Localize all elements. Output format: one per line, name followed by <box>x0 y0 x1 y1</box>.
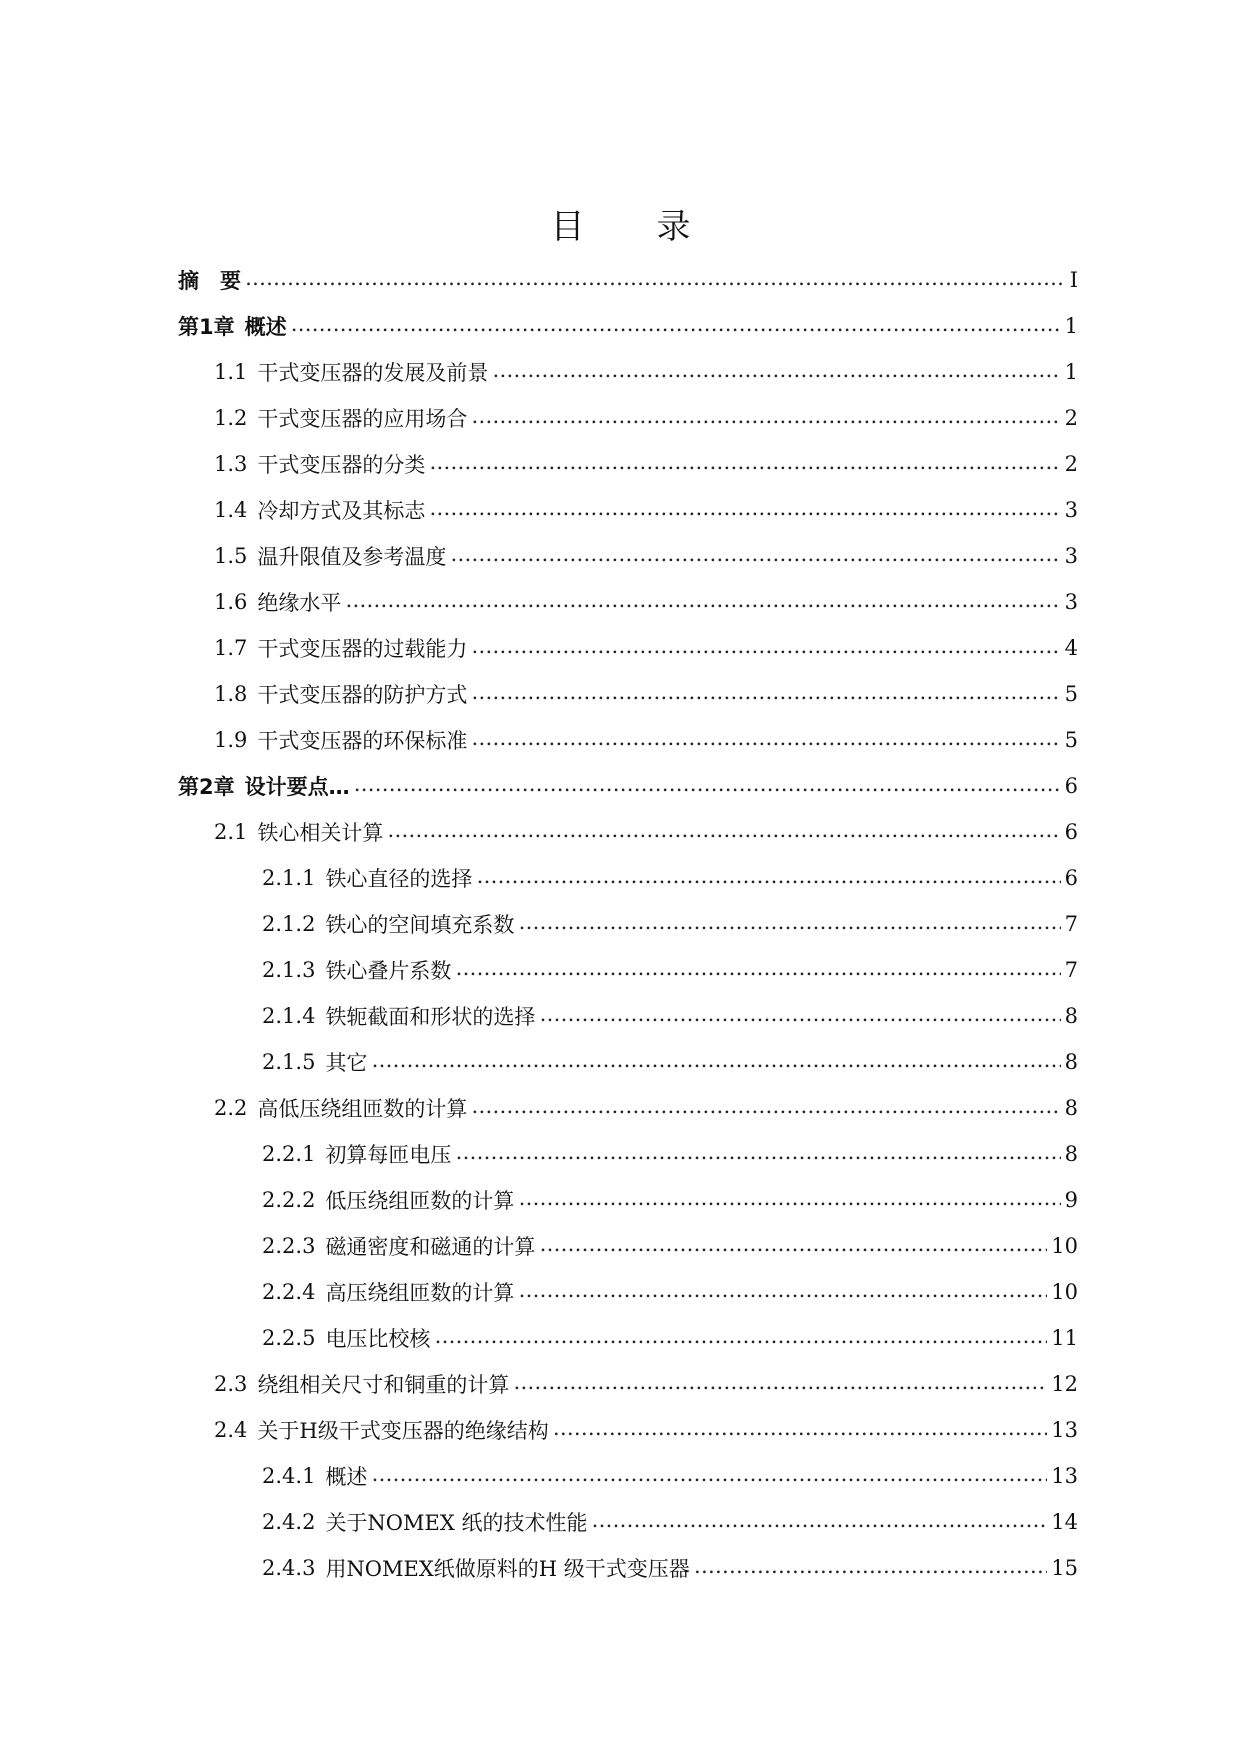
toc-dot-leader <box>371 1050 1060 1074</box>
toc-entry-page: 12 <box>1051 1372 1078 1396</box>
toc-dot-leader <box>539 1004 1060 1028</box>
toc-dot-leader <box>387 820 1060 844</box>
toc-dot-leader <box>345 590 1060 614</box>
toc-entry-title: 关于NOMEX 纸的技术性能 <box>325 1511 588 1535</box>
toc-dot-leader <box>518 1280 1047 1304</box>
toc-dot-leader <box>471 406 1060 430</box>
toc-dot-leader <box>450 544 1060 568</box>
toc-entry-number: 2.1.5 <box>262 1050 316 1074</box>
toc-entry-page: 1 <box>1064 314 1078 338</box>
toc-entry-title: 概述 <box>244 315 287 339</box>
toc-entry[interactable] <box>178 671 1078 717</box>
toc-entry-page: 6 <box>1064 820 1078 844</box>
toc-entry-page: 10 <box>1051 1234 1078 1258</box>
toc-entry-title: 用NOMEX纸做原料的H 级干式变压器 <box>325 1557 690 1581</box>
toc-entry-number: 2.2.3 <box>262 1234 316 1258</box>
toc-entry-title: 铁心相关计算 <box>257 821 384 845</box>
toc-entry-page: 5 <box>1064 728 1078 752</box>
toc-entry[interactable] <box>178 1407 1078 1453</box>
toc-entry[interactable] <box>178 349 1078 395</box>
toc-entry[interactable] <box>178 855 1078 901</box>
toc-entry-title: 高压绕组匝数的计算 <box>325 1281 515 1305</box>
toc-entry-number: 2.2.4 <box>262 1280 316 1304</box>
toc-entry-page: 8 <box>1064 1004 1078 1028</box>
toc-entry-page: 2 <box>1064 452 1078 476</box>
toc-entry[interactable] <box>178 1131 1078 1177</box>
toc-entry-title: 高低压绕组匝数的计算 <box>257 1097 468 1121</box>
toc-entry-page: 7 <box>1064 958 1078 982</box>
toc-entry-page: 9 <box>1064 1188 1078 1212</box>
toc-dot-leader <box>354 774 1061 798</box>
toc-entry[interactable] <box>178 1315 1078 1361</box>
toc-dot-leader <box>245 268 1066 292</box>
toc-entry[interactable] <box>178 1085 1078 1131</box>
toc-entry-page: 3 <box>1064 544 1078 568</box>
toc-dot-leader <box>476 866 1060 890</box>
toc-entry-page: 15 <box>1051 1556 1078 1580</box>
toc-entry-title: 干式变压器的分类 <box>257 453 426 477</box>
toc-dot-leader <box>471 728 1060 752</box>
toc-entry-title: 低压绕组匝数的计算 <box>325 1189 515 1213</box>
toc-entry[interactable] <box>178 901 1078 947</box>
toc-dot-leader <box>518 1188 1060 1212</box>
toc-entry-number: 1.3 <box>214 452 248 476</box>
toc-entry-page: 3 <box>1064 590 1078 614</box>
toc-heading-char-2: 录 <box>656 207 691 247</box>
toc-entry[interactable] <box>178 1223 1078 1269</box>
toc-entry-page: 13 <box>1051 1464 1078 1488</box>
toc-entry-number: 2.1.4 <box>262 1004 316 1028</box>
toc-entry-page: 3 <box>1064 498 1078 522</box>
toc-entry-number: 1.7 <box>214 636 248 660</box>
toc-dot-leader <box>539 1234 1047 1258</box>
toc-entry-page: 6 <box>1064 866 1078 890</box>
toc-entry-page: 13 <box>1051 1418 1078 1442</box>
toc-entry-number: 2.4.2 <box>262 1510 316 1534</box>
toc-entry[interactable] <box>178 303 1078 349</box>
toc-entry-number: 2.1.3 <box>262 958 316 982</box>
toc-entry-title: 干式变压器的应用场合 <box>257 407 468 431</box>
toc-dot-leader <box>471 1096 1060 1120</box>
toc-entry[interactable] <box>178 487 1078 533</box>
toc-entry-page: 1 <box>1064 360 1078 384</box>
toc-entry-title: 其它 <box>325 1051 368 1075</box>
toc-dot-leader <box>371 1464 1047 1488</box>
toc-entry[interactable] <box>178 533 1078 579</box>
toc-entry-page: I <box>1069 268 1078 292</box>
toc-dot-leader <box>455 958 1060 982</box>
toc-entry-title: 绕组相关尺寸和铜重的计算 <box>257 1373 510 1397</box>
toc-entry-page: 14 <box>1051 1510 1078 1534</box>
toc-entry-number: 2.2.1 <box>262 1142 316 1166</box>
toc-entry[interactable] <box>178 1361 1078 1407</box>
toc-entry[interactable] <box>178 1177 1078 1223</box>
toc-entry-title: 关于H级干式变压器的绝缘结构 <box>257 1419 549 1443</box>
toc-dot-leader <box>471 636 1060 660</box>
toc-entry-page: 5 <box>1064 682 1078 706</box>
toc-entry[interactable] <box>178 809 1078 855</box>
toc-entry-number: 1.2 <box>214 406 248 430</box>
toc-entry-page: 7 <box>1064 912 1078 936</box>
toc-dot-leader <box>492 360 1060 384</box>
toc-entry-page: 8 <box>1064 1142 1078 1166</box>
toc-entry[interactable] <box>178 395 1078 441</box>
toc-entry-title: 干式变压器的环保标准 <box>257 729 468 753</box>
toc-entry-title: 温升限值及参考温度 <box>257 545 447 569</box>
toc-entry-title: 冷却方式及其标志 <box>257 499 426 523</box>
toc-entry[interactable] <box>178 717 1078 763</box>
toc-entry[interactable] <box>178 1269 1078 1315</box>
toc-dot-leader <box>553 1418 1048 1442</box>
toc-entry-page: 8 <box>1064 1050 1078 1074</box>
toc-dot-leader <box>429 452 1060 476</box>
toc-entry-number: 1.5 <box>214 544 248 568</box>
toc-entry-number: 2.4.1 <box>262 1464 316 1488</box>
toc-entry-title: 磁通密度和磁通的计算 <box>325 1235 536 1259</box>
toc-entry[interactable] <box>178 1545 1078 1591</box>
toc-dot-leader <box>429 498 1060 522</box>
toc-entry-number: 2.4 <box>214 1418 248 1442</box>
toc-entry-number: 第1章 <box>178 315 235 339</box>
toc-entry[interactable] <box>178 579 1078 625</box>
toc-entry[interactable] <box>178 1039 1078 1085</box>
toc-entry-title: 初算每匝电压 <box>325 1143 452 1167</box>
toc-entry-title: 设计要点… <box>244 775 350 799</box>
toc-dot-leader <box>455 1142 1060 1166</box>
toc-entry-title: 铁心叠片系数 <box>325 959 452 983</box>
toc-dot-leader <box>434 1326 1047 1350</box>
toc-entry[interactable] <box>178 947 1078 993</box>
toc-entry-number: 2.3 <box>214 1372 248 1396</box>
toc-entry-number: 2.2 <box>214 1096 248 1120</box>
toc-entry[interactable] <box>178 625 1078 671</box>
toc-dot-leader <box>518 912 1060 936</box>
toc-entry-number: 1.8 <box>214 682 248 706</box>
toc-entry-number: 2.4.3 <box>262 1556 316 1580</box>
toc-heading <box>0 205 1241 249</box>
toc-heading-char-1: 目 <box>550 207 585 247</box>
toc-entry-page: 2 <box>1064 406 1078 430</box>
table-of-contents <box>178 257 1078 1591</box>
toc-entry-title: 概述 <box>325 1465 368 1489</box>
toc-dot-leader <box>513 1372 1047 1396</box>
toc-entry-page: 10 <box>1051 1280 1078 1304</box>
toc-entry-page: 11 <box>1051 1326 1078 1350</box>
toc-dot-leader <box>694 1556 1047 1580</box>
toc-entry-page: 8 <box>1064 1096 1078 1120</box>
toc-entry-title: 摘 要 <box>178 269 241 293</box>
toc-entry-page: 6 <box>1064 774 1078 798</box>
toc-dot-leader <box>592 1510 1048 1534</box>
toc-dot-leader <box>471 682 1060 706</box>
toc-entry-number: 1.1 <box>214 360 248 384</box>
toc-entry-title: 铁轭截面和形状的选择 <box>325 1005 536 1029</box>
toc-entry[interactable] <box>178 763 1078 809</box>
toc-entry-title: 电压比校核 <box>325 1327 431 1351</box>
toc-entry[interactable] <box>178 257 1078 303</box>
toc-entry[interactable] <box>178 993 1078 1039</box>
toc-dot-leader <box>291 314 1061 338</box>
toc-entry-title: 绝缘水平 <box>257 591 342 615</box>
toc-entry-title: 干式变压器的发展及前景 <box>257 361 489 385</box>
toc-entry-number: 1.4 <box>214 498 248 522</box>
toc-entry-title: 干式变压器的防护方式 <box>257 683 468 707</box>
toc-entry[interactable] <box>178 441 1078 487</box>
toc-entry-page: 4 <box>1064 636 1078 660</box>
toc-entry[interactable] <box>178 1453 1078 1499</box>
toc-entry-number: 2.1.1 <box>262 866 316 890</box>
toc-entry-number: 第2章 <box>178 775 235 799</box>
toc-entry-number: 2.1.2 <box>262 912 316 936</box>
toc-entry-number: 1.9 <box>214 728 248 752</box>
toc-entry-number: 2.2.2 <box>262 1188 316 1212</box>
toc-entry-title: 干式变压器的过载能力 <box>257 637 468 661</box>
toc-entry[interactable] <box>178 1499 1078 1545</box>
toc-entry-number: 2.2.5 <box>262 1326 316 1350</box>
toc-entry-title: 铁心直径的选择 <box>325 867 473 891</box>
toc-entry-title: 铁心的空间填充系数 <box>325 913 515 937</box>
toc-entry-number: 2.1 <box>214 820 248 844</box>
toc-entry-number: 1.6 <box>214 590 248 614</box>
